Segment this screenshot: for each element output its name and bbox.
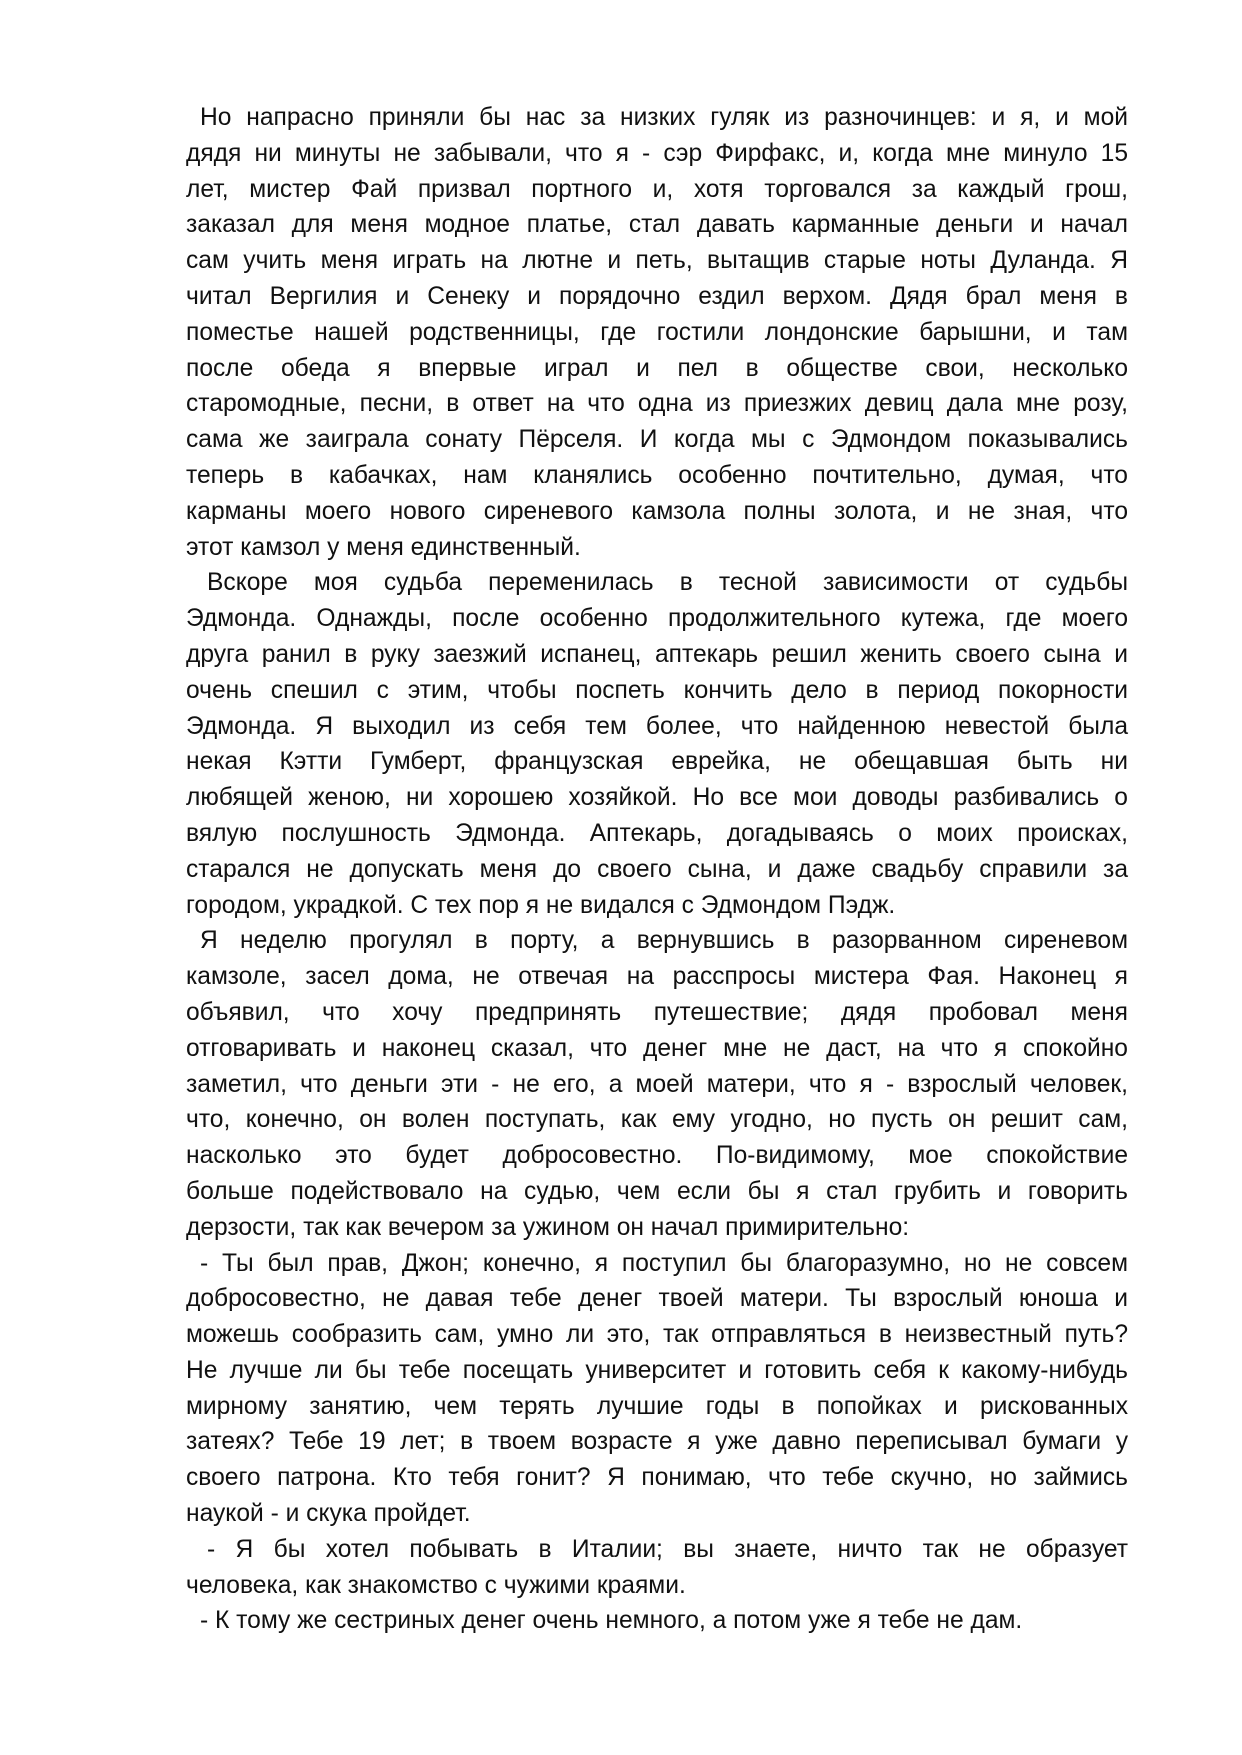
text-line: сам учить меня играть на лютне и петь, вытащив старые ноты Дуланда. Я bbox=[186, 247, 1128, 275]
text-line: очень спешил с этим, чтобы поспеть кончить дело в период покорности bbox=[186, 676, 1128, 704]
body-text bbox=[186, 100, 1128, 1639]
text-line: Вскоре моя судьба переменилась в тесной зависимости от судьбы bbox=[207, 569, 1128, 597]
text-line: дядя ни минуты не забывали, что я - сэр Фирфакс, и, когда мне минуло 15 bbox=[186, 139, 1128, 167]
text-line: лет, мистер Фай призвал портного и, хотя торговался за каждый грош, bbox=[186, 175, 1128, 203]
text-line: - Ты был прав, Джон; конечно, я поступил бы благоразумно, но не совсем bbox=[200, 1249, 1128, 1277]
text-line: карманы моего нового сиреневого камзола полны золота, и не зная, что bbox=[186, 497, 1128, 525]
text-line: вялую послушность Эдмонда. Аптекарь, догадываясь о моих происках, bbox=[186, 819, 1128, 847]
text-line: Эдмонда. Однажды, после особенно продолжительного кутежа, где моего bbox=[186, 605, 1128, 633]
text-line: любящей женою, ни хорошею хозяйкой. Но все мои доводы разбивались о bbox=[186, 784, 1128, 812]
text-line: после обеда я впервые играл и пел в обществе свои, несколько bbox=[186, 354, 1128, 382]
text-line: можешь сообразить сам, умно ли это, так отправляться в неизвестный путь? bbox=[186, 1321, 1128, 1349]
text-line: поместье нашей родственницы, где гостили лондонские барышни, и там bbox=[186, 318, 1128, 346]
text-line: - К тому же сестриных денег очень немного, а потом уже я тебе не дам. bbox=[200, 1607, 1023, 1635]
text-line: своего патрона. Кто тебя гонит? Я понимаю, что тебе скучно, но займись bbox=[186, 1464, 1128, 1492]
text-line: отговаривать и наконец сказал, что денег мне не даст, на что я спокойно bbox=[186, 1034, 1128, 1062]
text-line: Не лучше ли бы тебе посещать университет и готовить себя к какому-нибудь bbox=[186, 1356, 1128, 1384]
text-line: мирному занятию, чем терять лучшие годы в попойках и рискованных bbox=[186, 1392, 1128, 1420]
text-line: - Я бы хотел побывать в Италии; вы знаете, ничто так не образует bbox=[207, 1535, 1128, 1563]
text-line: наукой - и скука пройдет. bbox=[186, 1500, 471, 1528]
text-line: старомодные, песни, в ответ на что одна из приезжих девиц дала мне розу, bbox=[186, 390, 1128, 418]
text-line: камзоле, засел дома, не отвечая на расспросы мистера Фая. Наконец я bbox=[186, 963, 1128, 991]
text-line: сама же заиграла сонату Пёрселя. И когда мы с Эдмондом показывались bbox=[186, 426, 1128, 454]
text-line: насколько это будет добросовестно. По-видимому, мое спокойствие bbox=[186, 1142, 1128, 1170]
text-line: друга ранил в руку заезжий испанец, аптекарь решил женить своего сына и bbox=[186, 640, 1128, 668]
text-line: больше подействовало на судью, чем если бы я стал грубить и говорить bbox=[186, 1177, 1128, 1205]
text-line: читал Вергилия и Сенеку и порядочно ездил верхом. Дядя брал меня в bbox=[186, 282, 1128, 310]
text-line: городом, украдкой. С тех пор я не видался с Эдмондом Пэдж. bbox=[186, 891, 896, 919]
text-line: дерзости, так как вечером за ужином он начал примирительно: bbox=[186, 1213, 910, 1241]
text-line: человека, как знакомство с чужими краями. bbox=[186, 1571, 686, 1599]
document-page bbox=[186, 100, 1128, 1639]
text-line: что, конечно, он волен поступать, как ему угодно, но пусть он решит сам, bbox=[186, 1106, 1128, 1134]
text-line: заказал для меня модное платье, стал давать карманные деньги и начал bbox=[186, 211, 1128, 239]
text-line: объявил, что хочу предпринять путешествие; дядя пробовал меня bbox=[186, 998, 1128, 1026]
text-line: старался не допускать меня до своего сына, и даже свадьбу справили за bbox=[186, 855, 1128, 883]
text-line: Но напрасно приняли бы нас за низких гуляк из разночинцев: и я, и мой bbox=[200, 104, 1128, 131]
text-line: некая Кэтти Гумберт, французская еврейка, не обещавшая быть ни bbox=[186, 748, 1128, 776]
text-line: заметил, что деньги эти - не его, а моей матери, что я - взрослый человек, bbox=[186, 1070, 1128, 1098]
text-line: Эдмонда. Я выходил из себя тем более, что найденною невестой была bbox=[186, 712, 1128, 740]
text-line: затеях? Тебе 19 лет; в твоем возрасте я уже давно переписывал бумаги у bbox=[186, 1428, 1128, 1456]
text-line: Я неделю прогулял в порту, а вернувшись в разорванном сиреневом bbox=[200, 927, 1128, 955]
text-line: добросовестно, не давая тебе денег твоей матери. Ты взрослый юноша и bbox=[186, 1285, 1128, 1313]
text-line: теперь в кабачках, нам кланялись особенно почтительно, думая, что bbox=[186, 461, 1128, 489]
text-line: этот камзол у меня единственный. bbox=[186, 533, 581, 561]
